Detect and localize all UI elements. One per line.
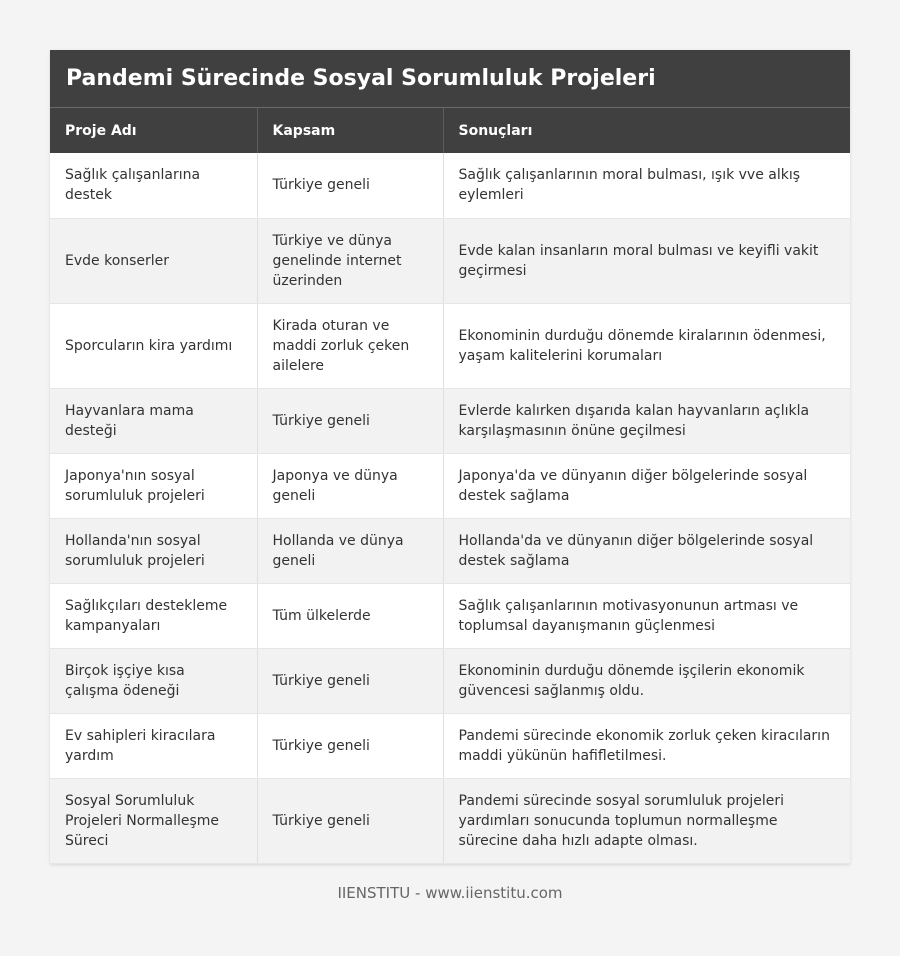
table-title: Pandemi Sürecinde Sosyal Sorumluluk Projeleri	[50, 50, 850, 108]
cell-project-name: Hayvanlara mama desteği	[50, 388, 257, 453]
cell-scope: Türkiye geneli	[257, 713, 443, 778]
cell-scope: Tüm ülkelerde	[257, 583, 443, 648]
cell-scope: Kirada oturan ve maddi zorluk çeken ailelere	[257, 303, 443, 388]
cell-scope: Türkiye geneli	[257, 778, 443, 863]
cell-results: Pandemi sürecinde ekonomik zorluk çeken kiracıların maddi yükünün hafifletilmesi.	[443, 713, 850, 778]
cell-results: Evde kalan insanların moral bulması ve keyifli vakit geçirmesi	[443, 218, 850, 303]
table-row	[50, 303, 850, 388]
cell-results: Ekonominin durduğu dönemde kiralarının ödenmesi, yaşam kalitelerini korumaları	[443, 303, 850, 388]
cell-results: Japonya'da ve dünyanın diğer bölgelerinde sosyal destek sağlama	[443, 453, 850, 518]
column-header-scope: Kapsam	[257, 108, 443, 153]
cell-project-name: Ev sahipleri kiracılara yardım	[50, 713, 257, 778]
table-row	[50, 518, 850, 583]
table-card	[50, 50, 850, 864]
cell-scope: Japonya ve dünya geneli	[257, 453, 443, 518]
cell-results: Evlerde kalırken dışarıda kalan hayvanların açlıkla karşılaşmasının önüne geçilmesi	[443, 388, 850, 453]
cell-project-name: Japonya'nın sosyal sorumluluk projeleri	[50, 453, 257, 518]
table-row	[50, 218, 850, 303]
projects-table	[50, 108, 850, 864]
table-row	[50, 648, 850, 713]
cell-project-name: Sporcuların kira yardımı	[50, 303, 257, 388]
table-row	[50, 778, 850, 863]
cell-project-name: Hollanda'nın sosyal sorumluluk projeleri	[50, 518, 257, 583]
cell-results: Sağlık çalışanlarının motivasyonunun artması ve toplumsal dayanışmanın güçlenmesi	[443, 583, 850, 648]
cell-results: Hollanda'da ve dünyanın diğer bölgelerinde sosyal destek sağlama	[443, 518, 850, 583]
cell-project-name: Evde konserler	[50, 218, 257, 303]
header-row	[50, 108, 850, 153]
table-row	[50, 153, 850, 218]
cell-results: Sağlık çalışanlarının moral bulması, ışık vve alkış eylemleri	[443, 153, 850, 218]
cell-project-name: Birçok işçiye kısa çalışma ödeneği	[50, 648, 257, 713]
cell-scope: Türkiye geneli	[257, 153, 443, 218]
table-row	[50, 388, 850, 453]
cell-project-name: Sağlık çalışanlarına destek	[50, 153, 257, 218]
cell-scope: Türkiye ve dünya genelinde internet üzerinden	[257, 218, 443, 303]
cell-results: Pandemi sürecinde sosyal sorumluluk projeleri yardımları sonucunda toplumun normalleşme sürecine daha hızlı adapte olması.	[443, 778, 850, 863]
cell-scope: Hollanda ve dünya geneli	[257, 518, 443, 583]
cell-scope: Türkiye geneli	[257, 388, 443, 453]
cell-project-name: Sağlıkçıları destekleme kampanyaları	[50, 583, 257, 648]
table-row	[50, 453, 850, 518]
table-row	[50, 713, 850, 778]
cell-results: Ekonominin durduğu dönemde işçilerin ekonomik güvencesi sağlanmış oldu.	[443, 648, 850, 713]
cell-scope: Türkiye geneli	[257, 648, 443, 713]
footer-credit: IIENSTITU - www.iienstitu.com	[337, 884, 563, 902]
column-header-results: Sonuçları	[458, 122, 533, 139]
column-header-project-name: Proje Adı	[50, 108, 257, 153]
cell-project-name: Sosyal Sorumluluk Projeleri Normalleşme Süreci	[50, 778, 257, 863]
table-row	[50, 583, 850, 648]
